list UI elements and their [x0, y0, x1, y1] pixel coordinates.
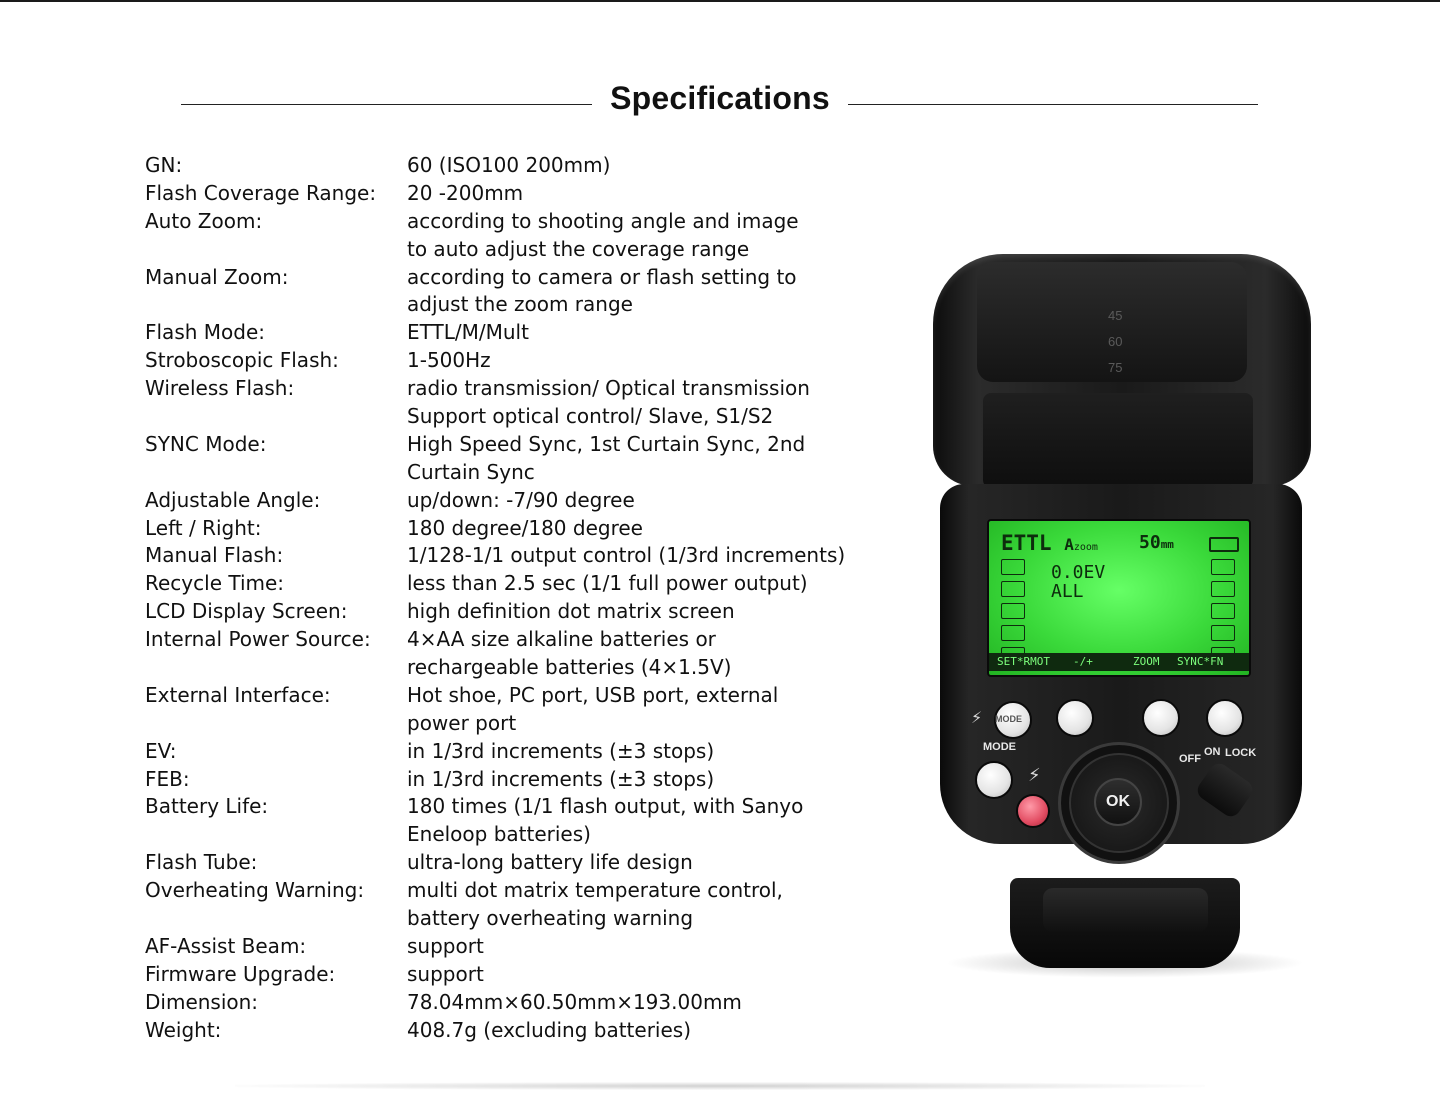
spec-label: Flash Coverage Range: — [145, 180, 377, 205]
spec-value-line: 60 (ISO100 200mm) — [407, 153, 611, 177]
spec-row — [145, 542, 885, 570]
spec-label: Weight: — [145, 1017, 222, 1042]
spec-value — [407, 152, 885, 180]
spec-value — [407, 319, 885, 347]
spec-value-line: up/down: -7/90 degree — [407, 487, 635, 512]
spec-value — [407, 933, 885, 961]
spec-value-line: ETTL/M/Mult — [407, 320, 529, 345]
spec-label: Left / Right: — [145, 515, 262, 540]
wireless-icon — [1001, 559, 1025, 575]
spec-value-line: Eneloop batteries) — [407, 822, 591, 847]
spec-label: Auto Zoom: — [145, 208, 263, 233]
power-icon — [1211, 625, 1235, 641]
lcd-bar-item: ZOOM — [1133, 655, 1160, 668]
spec-value-line: support — [407, 961, 484, 986]
spec-value-line: battery overheating warning — [407, 906, 694, 931]
mode-button-label: MODE — [995, 714, 1022, 724]
title-divider-right — [848, 104, 1258, 105]
spec-value-line: support — [407, 933, 484, 958]
spec-row — [145, 682, 885, 738]
spec-row — [145, 487, 885, 515]
spec-row — [145, 849, 885, 877]
spec-value-line: adjust the zoom range — [407, 292, 633, 317]
spec-row — [145, 738, 885, 766]
spec-value-line: multi dot matrix temperature control, — [407, 878, 783, 903]
spec-list — [145, 152, 885, 1045]
spec-label: Flash Tube: — [145, 850, 258, 875]
lcd-function-bar — [989, 653, 1249, 671]
spec-label: Overheating Warning: — [145, 878, 365, 903]
spec-value-line: according to camera or flash setting to — [407, 264, 797, 289]
spec-row — [145, 515, 885, 543]
spec-value — [407, 1017, 885, 1045]
sound-icon — [1211, 559, 1235, 575]
af-icon — [1211, 603, 1235, 619]
mode-round-button — [975, 761, 1013, 799]
lcd-ev: 0.0EV — [1051, 562, 1106, 583]
spec-label: EV: — [145, 738, 177, 763]
off-label: OFF — [1179, 753, 1201, 765]
link-icon — [1211, 581, 1235, 597]
spec-label: Dimension: — [145, 989, 259, 1014]
spec-value — [407, 793, 885, 849]
spec-label: Internal Power Source: — [145, 627, 371, 652]
spec-row — [145, 989, 885, 1017]
lcd-screen — [987, 519, 1251, 677]
spec-value-line: 408.7g (excluding batteries) — [407, 1017, 692, 1042]
spec-value — [407, 738, 885, 766]
title-divider-left — [181, 104, 592, 105]
spec-row — [145, 626, 885, 682]
channel-icon — [1001, 603, 1025, 619]
ok-button: OK — [1094, 778, 1142, 826]
spec-value — [407, 989, 885, 1017]
flash-unit-image — [925, 248, 1315, 988]
spec-label: Adjustable Angle: — [145, 487, 321, 512]
spec-label: External Interface: — [145, 682, 331, 707]
spec-label: Manual Zoom: — [145, 264, 289, 289]
group-icon — [1001, 581, 1025, 597]
spec-label: SYNC Mode: — [145, 431, 267, 456]
spec-label: Stroboscopic Flash: — [145, 348, 339, 373]
mode-label: MODE — [983, 741, 1016, 753]
spec-row — [145, 375, 885, 431]
spec-label: Firmware Upgrade: — [145, 961, 336, 986]
spec-row — [145, 877, 885, 933]
wireless-icon: ⚡ — [971, 708, 983, 727]
spec-value-line: according to shooting angle and image — [407, 208, 799, 233]
spec-label: GN: — [145, 153, 183, 177]
function-button-3 — [1206, 699, 1244, 737]
spec-row — [145, 347, 885, 375]
spec-row — [145, 264, 885, 320]
spec-value — [407, 682, 885, 738]
zoom-mark: 45 — [1108, 308, 1123, 323]
lcd-group: ALL — [1051, 581, 1084, 602]
spec-row — [145, 180, 885, 208]
spec-label: Battery Life: — [145, 794, 269, 819]
spec-value-line: 1/128-1/1 output control (1/3rd increments) — [407, 543, 846, 568]
spec-value-line: Hot shoe, PC port, USB port, external — [407, 682, 779, 707]
spec-value-line: 4×AA size alkaline batteries or — [407, 627, 716, 652]
spec-row — [145, 152, 885, 180]
spec-label: Flash Mode: — [145, 320, 265, 345]
zoom-mark: 60 — [1108, 334, 1123, 349]
spec-value-line: High Speed Sync, 1st Curtain Sync, 2nd — [407, 431, 806, 456]
flash-neck — [983, 393, 1253, 488]
spec-value-line: rechargeable batteries (4×1.5V) — [407, 655, 732, 680]
spec-value-line: 180 degree/180 degree — [407, 515, 643, 540]
spec-row — [145, 431, 885, 487]
spec-value — [407, 431, 885, 487]
spec-value-line: in 1/3rd increments (±3 stops) — [407, 766, 715, 791]
spec-value-line: 78.04mm×60.50mm×193.00mm — [407, 989, 742, 1014]
spec-value — [407, 515, 885, 543]
spec-value-line: to auto adjust the coverage range — [407, 236, 750, 261]
spec-value — [407, 487, 885, 515]
spec-label: LCD Display Screen: — [145, 599, 348, 624]
spec-value — [407, 849, 885, 877]
bottom-shadow — [235, 1082, 1205, 1090]
spec-value-line: 1-500Hz — [407, 348, 491, 373]
spec-value — [407, 264, 885, 320]
spec-value-line: Curtain Sync — [407, 459, 535, 484]
spec-label: Recycle Time: — [145, 571, 285, 596]
spec-row — [145, 1017, 885, 1045]
on-label: ON — [1204, 746, 1221, 758]
spec-value-line: high definition dot matrix screen — [407, 599, 735, 624]
spec-row — [145, 598, 885, 626]
spec-value — [407, 570, 885, 598]
spec-value-line: power port — [407, 710, 517, 735]
spec-label: AF-Assist Beam: — [145, 933, 307, 958]
spec-value — [407, 375, 885, 431]
lcd-bar-item: -/+ — [1073, 655, 1093, 668]
spec-value-line: in 1/3rd increments (±3 stops) — [407, 738, 715, 763]
spec-label: Wireless Flash: — [145, 376, 295, 401]
spec-value — [407, 877, 885, 933]
spec-value-line: radio transmission/ Optical transmission — [407, 376, 810, 401]
spec-value-line: 20 -200mm — [407, 180, 524, 205]
lcd-bar-item: SYNC*FN — [1177, 655, 1224, 668]
lcd-mode: ETTL Azoom — [1001, 531, 1098, 555]
battery-icon — [1209, 537, 1239, 552]
timer-icon — [1001, 625, 1025, 641]
spec-value — [407, 347, 885, 375]
spec-row — [145, 570, 885, 598]
spec-row — [145, 766, 885, 794]
spec-value — [407, 598, 885, 626]
lcd-bar-item: SET*RMOT — [997, 655, 1050, 668]
spec-value — [407, 208, 885, 264]
spec-value — [407, 961, 885, 989]
spec-row — [145, 793, 885, 849]
page-title: Specifications — [610, 80, 830, 116]
spec-value-line: less than 2.5 sec (1/1 full power output) — [407, 571, 808, 596]
spec-value-line: Support optical control/ Slave, S1/S2 — [407, 404, 774, 429]
function-button-2 — [1142, 699, 1180, 737]
spec-value — [407, 542, 885, 570]
spec-row — [145, 319, 885, 347]
hot-shoe-lock-ring — [1043, 888, 1208, 932]
spec-label: Manual Flash: — [145, 543, 284, 568]
spec-value — [407, 180, 885, 208]
spec-row — [145, 933, 885, 961]
spec-value-line: ultra-long battery life design — [407, 850, 693, 875]
lcd-zoom: 50mm — [1139, 532, 1174, 553]
test-flash-button — [1016, 794, 1050, 828]
spec-label: FEB: — [145, 766, 190, 791]
spec-value — [407, 766, 885, 794]
top-rule — [0, 0, 1440, 2]
function-button-1 — [1056, 699, 1094, 737]
spec-value-line: 180 times (1/1 flash output, with Sanyo — [407, 794, 804, 819]
spec-value — [407, 626, 885, 682]
spec-row — [145, 961, 885, 989]
flash-bolt-icon: ⚡ — [1028, 765, 1041, 786]
zoom-mark: 75 — [1108, 360, 1123, 375]
lock-label: LOCK — [1225, 747, 1257, 759]
spec-row — [145, 208, 885, 264]
